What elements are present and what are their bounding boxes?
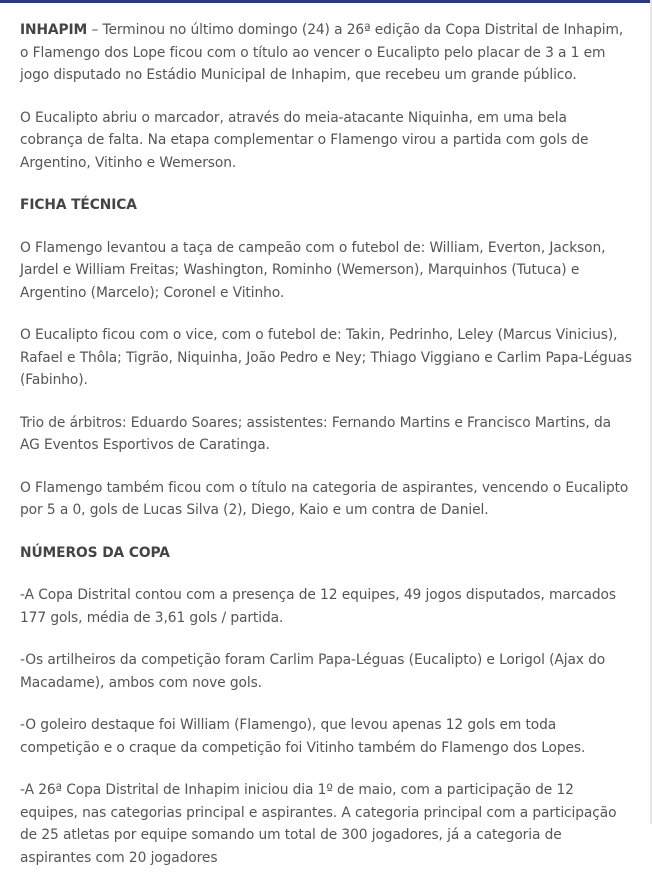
- paragraph-match-summary: O Eucalipto abriu o marcador, através do meia-atacante Niquinha, em uma bela cobrança de falta. Na etapa complementar o Flamengo virou a partida com gols de Argentino, Vitinho e Wemerson.: [20, 109, 589, 171]
- paragraph-aspirantes: O Flamengo também ficou com o título na categoria de aspirantes, vencendo o Eucalipto por 5 a 0, gols de Lucas Silva (2), Diego, Kaio e um contra de Daniel.: [20, 479, 629, 518]
- paragraph-numeros-scorers: -Os artilheiros da competição foram Carlim Papa-Léguas (Eucalipto) e Lorigol (Ajax do Macadame), ambos com nove gols.: [20, 652, 606, 691]
- paragraph-referees: Trio de árbitros: Eduardo Soares; assistentes: Fernando Martins e Francisco Martins, da AG Eventos Esportivos de Caratinga.: [20, 414, 611, 453]
- paragraph-numeros-goalkeeper: -O goleiro destaque foi William (Flamengo), que levou apenas 12 gols em toda competição e o craque da competição foi Vitinho também do Flamengo dos Lopes.: [20, 717, 586, 756]
- paragraph-numeros-start: -A 26ª Copa Distrital de Inhapim iniciou dia 1º de maio, com a participação de 12 equipes, nas categorias principal e aspirantes. A categoria principal com a participação de 25 atletas por equipe somando um total de 300 jogadores, já a categoria de aspirantes com 20 jogadores: [20, 782, 617, 866]
- lead-text: – Terminou no último domingo (24) a 26ª edição da Copa Distrital de Inhapim, o Flamengo dos Lope ficou com o título ao vencer o Eucalipto pelo placar de 3 a 1 em jogo disputado no Estádio Municipal de Inhapim, que recebeu um grande público.: [20, 22, 624, 83]
- section-heading-numeros: NÚMEROS DA COPA: [20, 544, 170, 561]
- top-accent-rule: [0, 0, 652, 3]
- lead-paragraph: [20, 19, 634, 87]
- article-body: [20, 19, 634, 889]
- paragraph-numeros-teams: -A Copa Distrital contou com a presença de 12 equipes, 49 jogos disputados, marcados 177 gols, média de 3,61 gols / partida.: [20, 587, 616, 626]
- dateline: INHAPIM: [20, 22, 88, 38]
- paragraph-flamengo-lineup: O Flamengo levantou a taça de campeão com o futebol de: William, Everton, Jackson, Jardel e William Freitas; Washington, Rominho (Wemerson), Marquinhos (Tutuca) e Argentino (Marcelo); Coronel e Vitinho.: [20, 239, 606, 301]
- section-heading-ficha-tecnica: FICHA TÉCNICA: [20, 197, 137, 213]
- paragraph-eucalipto-lineup: O Eucalipto ficou com o vice, com o futebol de: Takin, Pedrinho, Leley (Marcus Vinicius), Rafael e Thôla; Tigrão, Niquinha, João Pedro e Ney; Thiago Viggiano e Carlim Papa-Léguas (Fabinho).: [20, 327, 632, 388]
